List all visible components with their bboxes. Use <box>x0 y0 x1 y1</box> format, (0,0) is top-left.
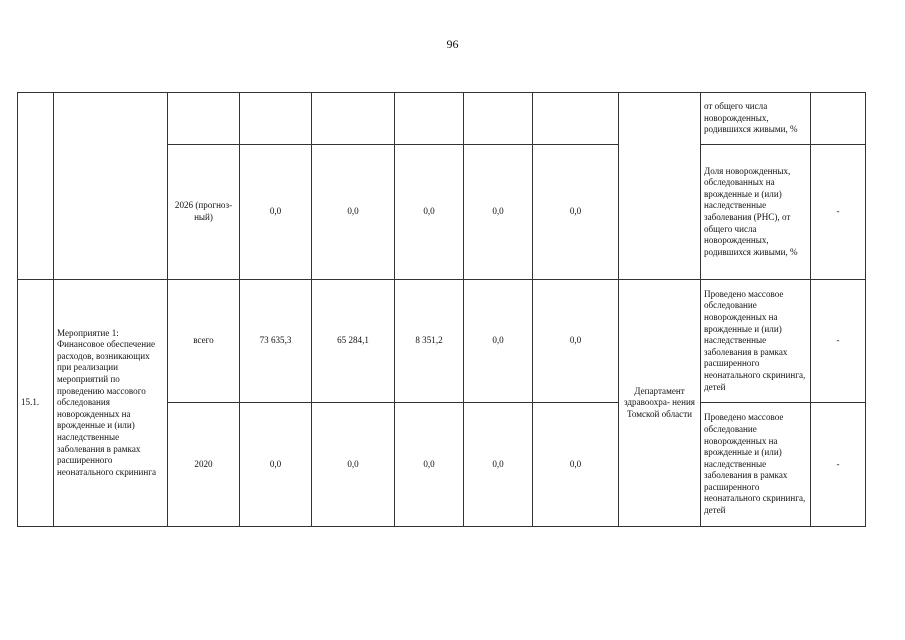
program-table <box>17 92 866 527</box>
measure-cell: Мероприятие 1: Финансовое обеспечение расходов, возникающих при реализации мероприятий по проведению массового обследования новорожденных на врожденные и (или) наследственные заболевания в рамках расширенного неонатального скрининга <box>54 280 168 527</box>
target-cell: - <box>811 403 866 527</box>
value-cell: 73 635,3 <box>240 280 312 403</box>
target-cell <box>811 93 866 145</box>
value-cell <box>395 93 464 145</box>
value-cell: 0,0 <box>533 280 619 403</box>
value-cell: 8 351,2 <box>395 280 464 403</box>
value-cell: 0,0 <box>395 145 464 280</box>
value-cell: 0,0 <box>464 403 533 527</box>
target-cell: - <box>811 145 866 280</box>
value-cell <box>312 93 395 145</box>
period-cell: всего <box>168 280 240 403</box>
period-cell <box>168 93 240 145</box>
table-row <box>18 280 866 403</box>
table-row <box>18 93 866 145</box>
period-cell: 2026 (прогноз- ный) <box>168 145 240 280</box>
row-number-cell: 15.1. <box>18 280 54 527</box>
executor-cell <box>619 93 701 280</box>
value-cell: 0,0 <box>533 403 619 527</box>
value-cell: 0,0 <box>533 145 619 280</box>
indicator-cell: Доля новорожденных, обследованных на врожденные и (или) наследственные заболевания (РНС), от общего числа новорожденных, родившихся живыми, % <box>701 145 811 280</box>
value-cell: 0,0 <box>464 145 533 280</box>
row-number-cell <box>18 93 54 280</box>
measure-cell <box>54 93 168 280</box>
indicator-cell: Проведено массовое обследование новорожденных на врожденные и (или) наследственные заболевания в рамках расширенного неонатального скрининга, детей <box>701 280 811 403</box>
value-cell: 0,0 <box>312 145 395 280</box>
target-cell: - <box>811 280 866 403</box>
value-cell: 0,0 <box>395 403 464 527</box>
value-cell: 0,0 <box>240 403 312 527</box>
value-cell: 65 284,1 <box>312 280 395 403</box>
executor-cell: Департамент здравоохра- нения Томской области <box>619 280 701 527</box>
indicator-cell: от общего числа новорожденных, родившихся живыми, % <box>701 93 811 145</box>
value-cell <box>240 93 312 145</box>
value-cell <box>464 93 533 145</box>
value-cell: 0,0 <box>312 403 395 527</box>
indicator-cell: Проведено массовое обследование новорожденных на врожденные и (или) наследственные заболевания в рамках расширенного неонатального скрининга, детей <box>701 403 811 527</box>
period-cell: 2020 <box>168 403 240 527</box>
page-number: 96 <box>446 37 459 51</box>
value-cell <box>533 93 619 145</box>
value-cell: 0,0 <box>464 280 533 403</box>
value-cell: 0,0 <box>240 145 312 280</box>
